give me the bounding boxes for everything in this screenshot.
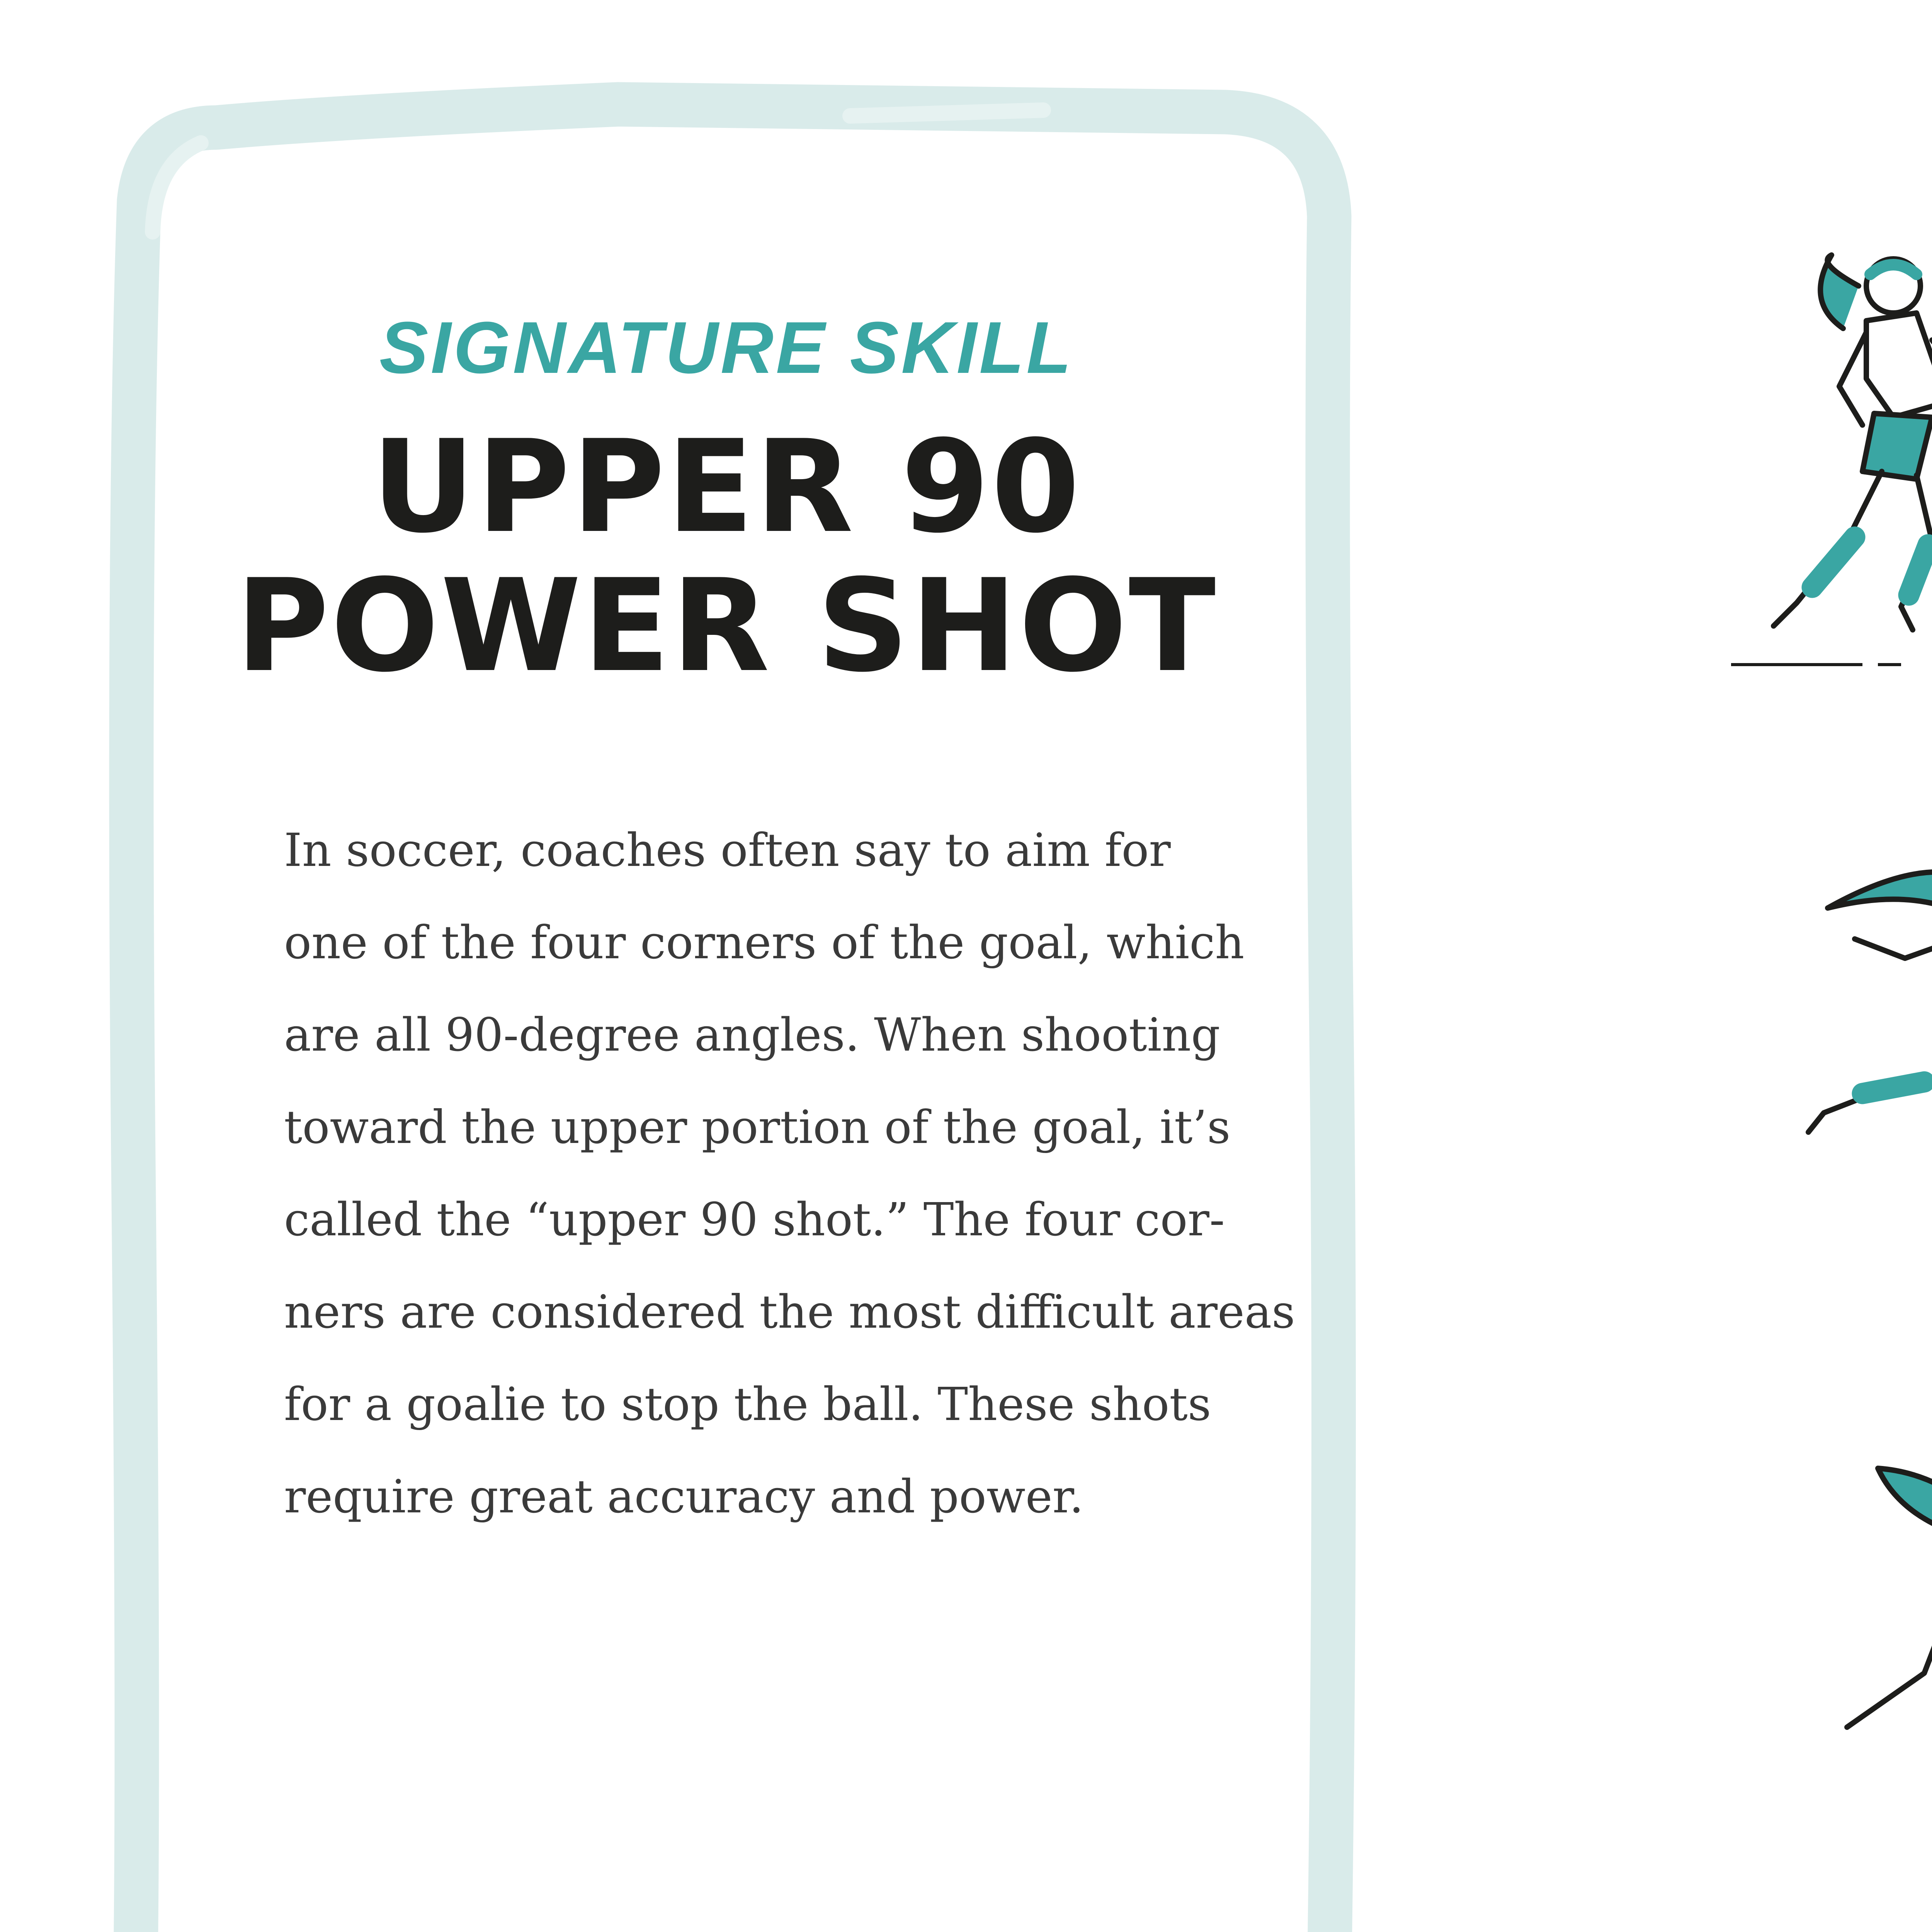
phase-2-plant-illustration [1777,831,1932,1275]
paragraph-line: are all 90-degree angles. When shooting [284,1008,1220,1061]
paragraph-line: for a goalie to stop the ball. These shots [284,1378,1211,1431]
signature-skill-kicker: SIGNATURE SKILL [379,307,1074,389]
page-title-line-2: POWER SHOT [235,552,1218,700]
paragraph-line: called the “upper 90 shot.” The four cor- [284,1193,1225,1246]
paragraph-line: one of the four corners of the goal, which [284,916,1245,969]
paragraph-line: toward the upper portion of the goal, it’s [284,1100,1231,1154]
paragraph-line: require great accuracy and power. [284,1470,1084,1523]
paragraph-line: In soccer, coaches often say to aim for [284,823,1171,877]
page-title-line-1: UPPER 90 [371,413,1082,561]
paragraph-line: ners are considered the most difficult areas [284,1285,1295,1338]
phase-3-contact-illustration [1816,1457,1932,1920]
phase-1-sprint-illustration [1700,240,1932,703]
intro-paragraph [284,823,1295,1568]
